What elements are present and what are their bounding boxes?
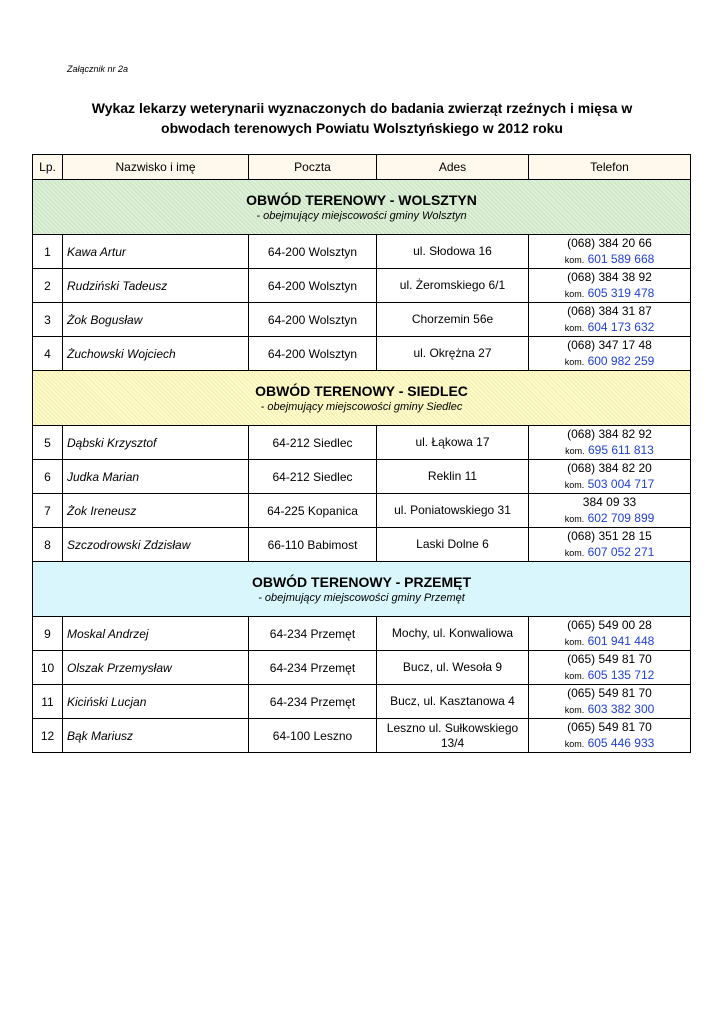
kom-label: kom. (565, 446, 585, 456)
row-name: Kawa Artur (63, 235, 249, 269)
district-cell (33, 180, 691, 235)
attachment-label: Załącznik nr 2a (67, 64, 129, 74)
row-phone (529, 303, 691, 337)
row-phone (529, 617, 691, 651)
row-address: ul. Łąkowa 17 (377, 426, 529, 460)
kom-label: kom. (564, 671, 585, 681)
row-post: 64-200 Wolsztyn (249, 235, 377, 269)
title-line-2: obwodach terenowych Powiatu Wolsztyńskiego w 2012 roku (161, 120, 563, 136)
kom-label: kom. (564, 637, 585, 647)
phone-mobile: 600 982 259 (587, 354, 655, 368)
district-header-siedlec (33, 371, 691, 426)
phone-landline: (068) 384 20 66 (567, 236, 652, 250)
row-post: 64-212 Siedlec (249, 460, 377, 494)
row-phone (529, 494, 691, 528)
row-address: Bucz, ul. Wesoła 9 (377, 651, 529, 685)
header-lp: Lp. (33, 155, 63, 180)
phone-mobile: 602 709 899 (587, 511, 655, 525)
row-post: 64-212 Siedlec (249, 426, 377, 460)
phone-landline: 384 09 33 (582, 495, 637, 509)
row-lp: 4 (33, 337, 63, 371)
table-row (33, 617, 691, 651)
table-row (33, 528, 691, 562)
row-phone (529, 719, 691, 753)
phone-landline: (068) 384 82 20 (567, 461, 652, 475)
row-lp: 11 (33, 685, 63, 719)
row-phone (529, 337, 691, 371)
row-address: ul. Żeromskiego 6/1 (377, 269, 529, 303)
row-lp: 1 (33, 235, 63, 269)
row-name: Olszak Przemysław (63, 651, 249, 685)
row-lp: 2 (33, 269, 63, 303)
kom-label: kom. (564, 255, 585, 265)
row-name: Szczodrowski Zdzisław (63, 528, 249, 562)
phone-landline: (068) 384 31 87 (567, 304, 652, 318)
phone-mobile: 503 004 717 (587, 477, 655, 491)
phone-landline: (065) 549 00 28 (567, 618, 652, 632)
header-name: Nazwisko i imę (63, 155, 249, 180)
phone-landline: (068) 351 28 15 (567, 529, 652, 543)
table-row (33, 651, 691, 685)
row-address: ul. Poniatowskiego 31 (377, 494, 529, 528)
district-name: OBWÓD TERENOWY - PRZEMĘT (251, 574, 472, 590)
table-row (33, 269, 691, 303)
phone-mobile: 605 135 712 (587, 668, 655, 682)
row-phone (529, 426, 691, 460)
row-post: 64-234 Przemęt (249, 617, 377, 651)
row-post: 64-234 Przemęt (249, 651, 377, 685)
district-subtitle: - obejmujący miejscowości gminy Przemęt (258, 592, 465, 604)
row-post: 64-200 Wolsztyn (249, 303, 377, 337)
row-lp: 7 (33, 494, 63, 528)
table-row (33, 460, 691, 494)
table-row (33, 303, 691, 337)
document-title (40, 98, 684, 138)
district-subtitle: - obejmujący miejscowości gminy Wolsztyn (256, 210, 467, 222)
table-row (33, 426, 691, 460)
row-lp: 6 (33, 460, 63, 494)
phone-mobile: 695 611 813 (588, 443, 654, 457)
row-name: Bąk Mariusz (63, 719, 249, 753)
phone-mobile: 605 319 478 (587, 286, 655, 300)
district-name: OBWÓD TERENOWY - WOLSZTYN (246, 192, 477, 208)
row-post: 64-100 Leszno (249, 719, 377, 753)
row-phone (529, 269, 691, 303)
table-row (33, 494, 691, 528)
row-lp: 5 (33, 426, 63, 460)
phone-landline: (068) 384 82 92 (567, 427, 652, 441)
phone-mobile: 604 173 632 (587, 320, 655, 334)
kom-label: kom. (564, 480, 585, 490)
row-name: Judka Marian (63, 460, 249, 494)
phone-landline: (065) 549 81 70 (567, 652, 652, 666)
district-cell (33, 562, 691, 617)
veterinarians-table (32, 154, 691, 753)
table-row (33, 337, 691, 371)
row-phone (529, 235, 691, 269)
kom-label: kom. (564, 357, 585, 367)
title-line-1: Wykaz lekarzy weterynarii wyznaczonych do badania zwierząt rzeźnych i mięsa w (91, 100, 633, 116)
kom-label: kom. (564, 739, 585, 749)
row-address: Laski Dolne 6 (377, 528, 529, 562)
row-phone (529, 651, 691, 685)
table-header-row (33, 155, 691, 180)
row-name: Dąbski Krzysztof (63, 426, 249, 460)
phone-landline: (068) 347 17 48 (567, 338, 652, 352)
kom-label: kom. (564, 323, 585, 333)
row-post: 64-234 Przemęt (249, 685, 377, 719)
row-name: Kiciński Lucjan (63, 685, 249, 719)
district-subtitle: - obejmujący miejscowości gminy Siedlec (260, 401, 463, 413)
kom-label: kom. (564, 514, 585, 524)
district-name: OBWÓD TERENOWY - SIEDLEC (255, 383, 468, 399)
row-address: Chorzemin 56e (377, 303, 529, 337)
kom-label: kom. (564, 548, 585, 558)
phone-mobile: 601 941 448 (587, 634, 655, 648)
phone-mobile: 607 052 271 (587, 545, 655, 559)
row-lp: 10 (33, 651, 63, 685)
phone-landline: (065) 549 81 70 (567, 686, 652, 700)
row-name: Żok Bogusław (63, 303, 249, 337)
row-address: Leszno ul. Sułkowskiego 13/4 (377, 719, 529, 753)
phone-landline: (068) 384 38 92 (567, 270, 652, 284)
header-post: Poczta (249, 155, 377, 180)
row-post: 64-200 Wolsztyn (249, 269, 377, 303)
row-address: Mochy, ul. Konwaliowa (377, 617, 529, 651)
header-address: Ades (377, 155, 529, 180)
row-name: Żok Ireneusz (63, 494, 249, 528)
table-row (33, 235, 691, 269)
row-name: Rudziński Tadeusz (63, 269, 249, 303)
row-name: Żuchowski Wojciech (63, 337, 249, 371)
district-cell (33, 371, 691, 426)
row-name: Moskal Andrzej (63, 617, 249, 651)
phone-landline: (065) 549 81 70 (567, 720, 652, 734)
district-header-przemet (33, 562, 691, 617)
table-row (33, 685, 691, 719)
row-lp: 12 (33, 719, 63, 753)
row-post: 66-110 Babimost (249, 528, 377, 562)
district-header-wolsztyn (33, 180, 691, 235)
phone-mobile: 605 446 933 (587, 736, 655, 750)
row-phone (529, 528, 691, 562)
phone-mobile: 603 382 300 (587, 702, 655, 716)
row-lp: 3 (33, 303, 63, 337)
row-lp: 8 (33, 528, 63, 562)
row-lp: 9 (33, 617, 63, 651)
row-address: Reklin 11 (377, 460, 529, 494)
row-post: 64-225 Kopanica (249, 494, 377, 528)
row-phone (529, 460, 691, 494)
table-row (33, 719, 691, 753)
phone-mobile: 601 589 668 (587, 252, 655, 266)
kom-label: kom. (564, 289, 585, 299)
kom-label: kom. (564, 705, 585, 715)
row-address: ul. Okrężna 27 (377, 337, 529, 371)
header-phone: Telefon (529, 155, 691, 180)
row-phone (529, 685, 691, 719)
row-address: Bucz, ul. Kasztanowa 4 (377, 685, 529, 719)
row-address: ul. Słodowa 16 (377, 235, 529, 269)
row-post: 64-200 Wolsztyn (249, 337, 377, 371)
